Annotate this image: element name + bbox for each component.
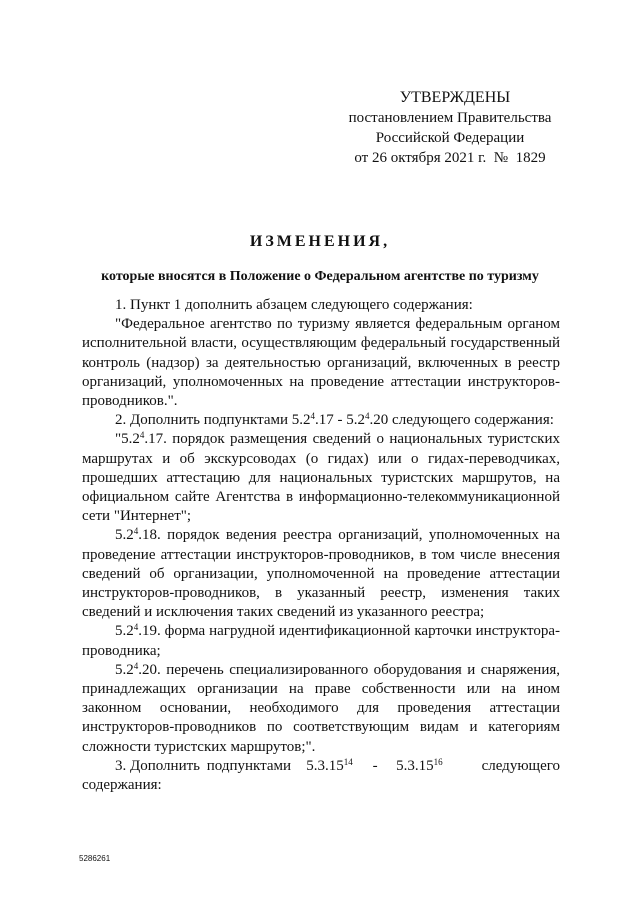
approval-line-2: постановлением Правительства [348, 110, 552, 126]
paragraph-8-word-2: подпунктами [206, 757, 292, 774]
paragraph-6 [82, 622, 560, 660]
paragraph-8 [115, 757, 560, 776]
paragraph-1-text: 1. Пункт 1 дополнить абзацем следующего содержания: [115, 297, 473, 313]
superscript: 14 [343, 756, 353, 767]
paragraph-8-word-1: 3. Дополнить [115, 757, 200, 774]
superscript: 4 [139, 430, 145, 441]
paragraph-8-word-3-text: 5.3.15 [306, 757, 344, 774]
paragraph-7-text-a: 5.2 [115, 661, 134, 678]
document-body [82, 296, 560, 795]
paragraph-3-text-c: .20 следующего содержания: [369, 412, 554, 429]
approval-line-3: Российской Федерации [375, 130, 525, 146]
paragraph-8-word-6: следующего [481, 757, 561, 774]
paragraph-3-text-a: 2. Дополнить подпунктами 5.2 [115, 412, 311, 429]
paragraph-8-word-5-text: 5.3.15 [396, 757, 434, 774]
superscript: 4 [310, 411, 316, 422]
paragraph-3-text-b: .17 - 5.2 [315, 412, 366, 429]
paragraph-4-text-b: .17. порядок размещения сведений о национальных туристских маршрутах и об экскурсоводах (о гидах) или о гидах-переводчиках, прошедших аттестацию для национальных туристских маршрутов, на официальном сайте Агентства в информационно-телекоммуникационной сети "Интернет"; [82, 431, 560, 525]
approval-stamp [340, 88, 560, 168]
paragraph-5-text-a: 5.2 [115, 527, 134, 544]
paragraph-7 [82, 661, 560, 757]
paragraph-8-continuation: содержания: [82, 777, 162, 794]
paragraph-5 [82, 526, 560, 622]
paragraph-4 [82, 430, 560, 526]
heading-title: ИЗМЕНЕНИЯ, [249, 233, 391, 250]
paragraph-8-word-5 [396, 757, 472, 776]
paragraph-6-text-b: .19. форма нагрудной идентификационной карточки инструктора-проводника; [82, 623, 560, 659]
paragraph-7-text-b: .20. перечень специализированного оборудования и снаряжения, принадлежащих организации на праве собственности или на ином законном основании, необходимого для проведения аттестации инструкторов-проводников по соответствующим видам и категориям сложности туристских маршрутов;". [82, 661, 560, 755]
approval-title: УТВЕРЖДЕНЫ [399, 89, 511, 106]
document-heading [80, 231, 560, 287]
approval-line-4: от 26 октября 2021 г. № 1829 [354, 150, 546, 166]
superscript: 4 [133, 660, 139, 671]
paragraph-6-text-a: 5.2 [115, 623, 134, 640]
paragraph-1 [82, 296, 560, 315]
paragraph-8-word-4: - [372, 757, 378, 774]
superscript: 4 [133, 526, 139, 537]
paragraph-3 [82, 411, 560, 430]
paragraph-8-word-3 [306, 757, 372, 776]
paragraph-2-text: "Федеральное агентство по туризму является федеральным органом исполнительной власти, осуществляющим федеральный государственный контроль (надзор) за деятельностью организаций, включенных в реестр организаций, уполномоченных на проведение аттестации инструкторов-проводников.". [82, 316, 560, 410]
superscript: 16 [433, 756, 443, 767]
footer-document-code: 5286261 [79, 854, 111, 863]
heading-subtitle: которые вносятся в Положение о Федеральном агентстве по туризму [101, 269, 539, 284]
paragraph-4-text-a: "5.2 [115, 431, 140, 448]
superscript: 4 [133, 622, 139, 633]
paragraph-5-text-b: .18. порядок ведения реестра организаций, уполномоченных на проведение аттестации инструкторов-проводников, в том числе внесения сведений об организации, уполномоченной на проведение аттестации инструкторов-проводников, в указанный реестр, изменения таких сведений и исключения таких сведений из указанного реестра; [82, 527, 560, 621]
superscript: 4 [365, 411, 370, 422]
paragraph-2 [82, 315, 560, 411]
